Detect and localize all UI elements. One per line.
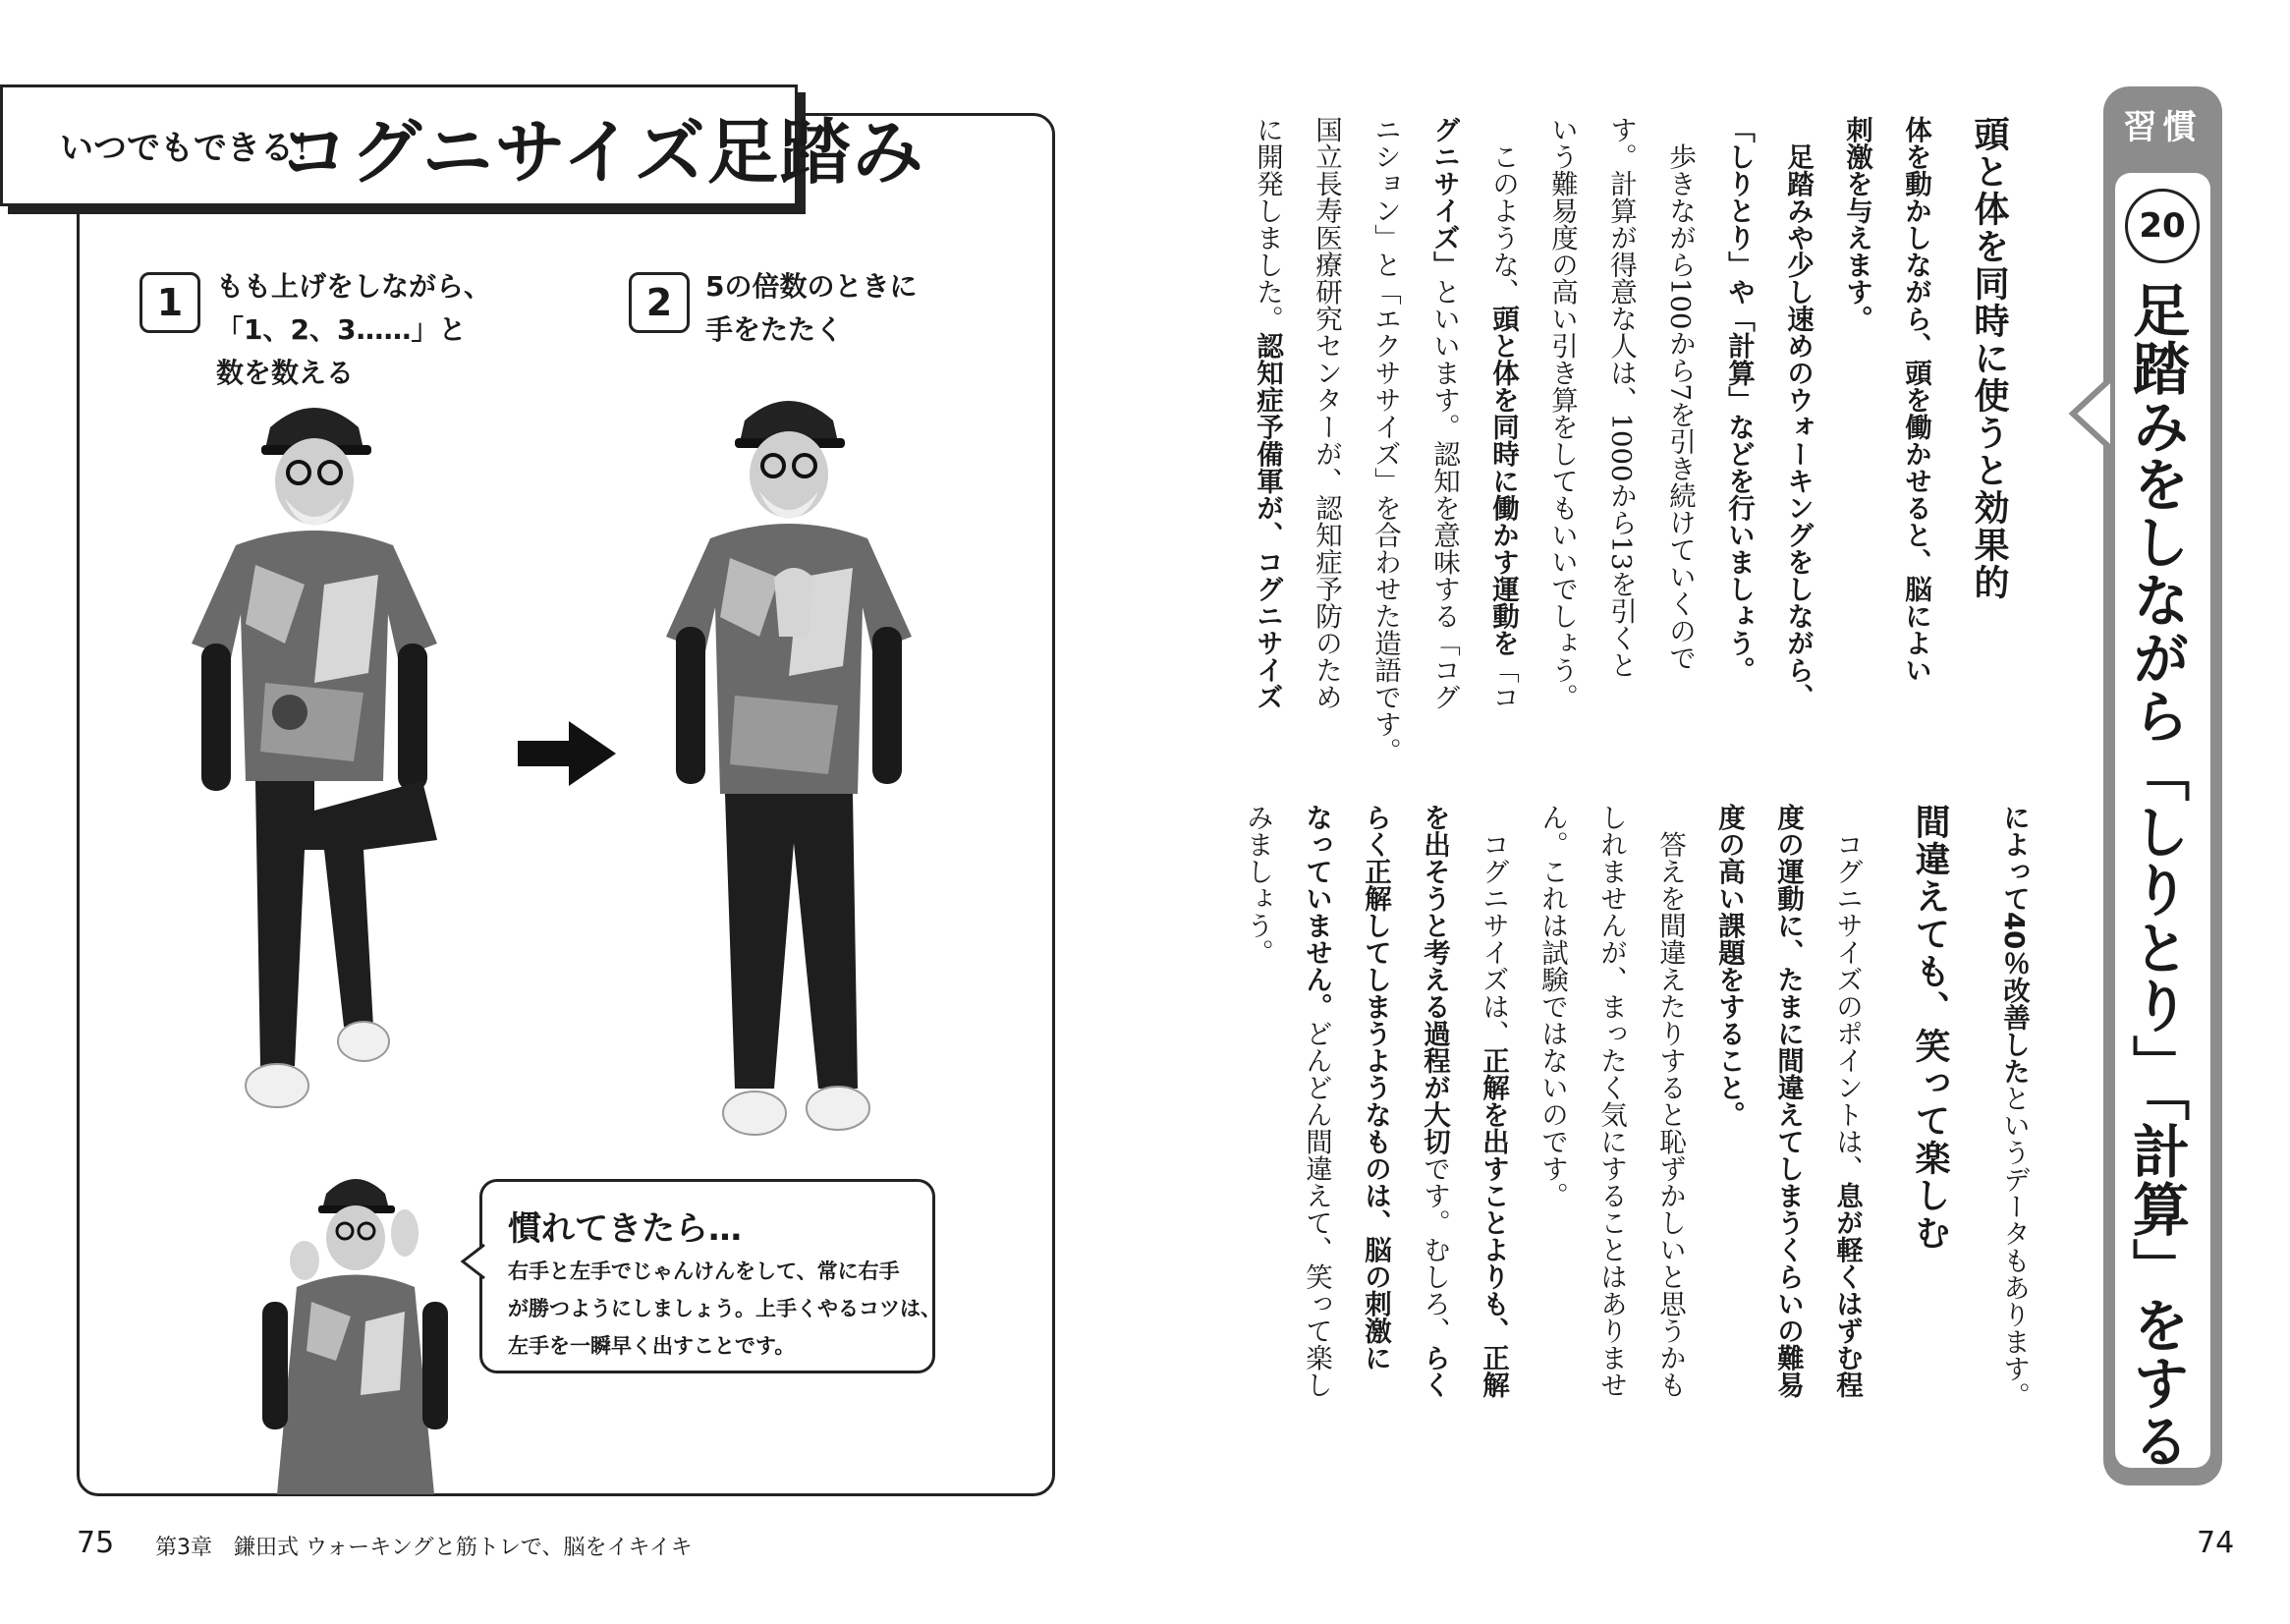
left-page-number: 75 <box>77 1526 115 1560</box>
bold-run: 体を動かしながら、頭を働かせると、脳によい <box>1900 116 1931 684</box>
text-column <box>1297 116 1356 784</box>
text-column <box>1768 116 1827 784</box>
bold-run: 息が軽くはずむ程 <box>1831 1182 1863 1398</box>
text-column <box>1709 116 1768 784</box>
text-column <box>1474 116 1533 784</box>
text-run: ん。これは試験ではないのです。 <box>1536 804 1568 1209</box>
bold-run: らく <box>1419 1344 1450 1398</box>
bubble-line: が勝つようにしましょう。上手くやるコツは、 <box>508 1297 941 1320</box>
text-run: 歩きながら100から7を引き続けていくので <box>1664 116 1696 671</box>
habit-number: 20 <box>2125 189 2200 263</box>
habit-tab-inner <box>2115 173 2210 1468</box>
bubble-text <box>508 1253 941 1365</box>
step-1-line: もも上げをしながら、 <box>216 270 492 303</box>
bubble-line: 左手を一瞬早く出すことです。 <box>508 1334 796 1358</box>
habit-heading: 足踏みをしながら「しりとり」「計算」をする <box>2123 281 2190 1470</box>
title-small: いつでもできる！ <box>60 129 327 168</box>
bold-run: 頭と体を同時に働かす運動を <box>1487 305 1519 656</box>
text-column <box>1533 116 1592 784</box>
text-column <box>1592 116 1650 784</box>
bold-run: 刺激を与えます。 <box>1841 116 1872 332</box>
text-column <box>1346 804 1405 1472</box>
text-column <box>1650 116 1709 784</box>
text-column <box>1523 804 1582 1472</box>
bold-run: 度の高い課題をすること。 <box>1713 804 1745 1128</box>
section-title-box <box>0 84 925 206</box>
bold-run: によって40％改善した <box>1998 804 2030 1085</box>
step-2-line: 5の倍数のときに <box>705 270 918 303</box>
text-column <box>1238 116 1297 784</box>
step-2-line: 手をたたく <box>705 313 844 346</box>
chapter-footer: 第3章 鎌田式 ウォーキングと筋トレで、脳をイキイキ <box>155 1536 693 1560</box>
tab-pointer-icon <box>2071 379 2110 448</box>
person-clapping-photo <box>637 381 931 1157</box>
text-run: 国立長寿医療研究センターが、認知症予防のため <box>1311 116 1342 710</box>
text-run: です。むしろ、 <box>1419 1154 1450 1344</box>
text-run: どんどん間違えて、笑って楽し <box>1301 1020 1332 1398</box>
bubble-line: 右手と左手でじゃんけんをして、常に右手 <box>508 1260 900 1283</box>
section2-subhead: 間違えても、笑って楽しむ <box>1910 804 1950 1252</box>
bold-run: なっていません。 <box>1301 804 1332 1020</box>
step-2-number: 2 <box>629 272 690 333</box>
bubble-tail-icon <box>461 1245 484 1278</box>
habit-tab <box>2103 86 2222 1485</box>
step-1-number: 1 <box>140 272 200 333</box>
bubble-title: 慣れてきたら… <box>508 1209 742 1249</box>
habit-tab-label: 習慣 <box>2123 108 2203 147</box>
text-column <box>1827 116 1886 784</box>
text-column <box>1886 116 1945 784</box>
text-column <box>1817 804 1876 1472</box>
text-run: コグニサイズは、 <box>1478 804 1509 1047</box>
bold-run: らく正解してしまうようなものは、脳の刺激に <box>1360 804 1391 1372</box>
person-high-knee-photo <box>167 388 462 1154</box>
text-run: 「コ <box>1487 656 1519 710</box>
step-1-text <box>216 265 491 395</box>
person-janken-photo <box>257 1164 454 1494</box>
text-column <box>1582 804 1641 1472</box>
bold-run: 正解を出すことよりも、正解 <box>1478 1046 1509 1398</box>
step-2-text <box>705 265 917 352</box>
right-page-number: 74 <box>2197 1526 2235 1560</box>
text-run: す。計算が得意な人は、1000から13を引くと <box>1605 116 1637 679</box>
bold-run: 度の運動に、たまに間違えてしまうくらいの難易 <box>1772 804 1804 1398</box>
section2-body <box>1242 804 1876 1472</box>
text-column <box>1287 804 1346 1472</box>
text-run: みましょう。 <box>1242 804 1273 966</box>
section1-body <box>1252 116 1945 784</box>
step-1-line: 「1、2、3……」と <box>216 313 467 346</box>
bold-run: 認知症予備軍が、コグニサイズ <box>1252 332 1283 710</box>
section1-tail <box>1984 804 2043 1432</box>
text-run: ニション」と「エクササイズ」を合わせた造語です。 <box>1369 116 1401 764</box>
text-run: コグニサイズのポイントは、 <box>1831 804 1863 1182</box>
tip-bubble <box>479 1179 941 1373</box>
text-column <box>1464 804 1523 1472</box>
text-run: というデータもあります。 <box>1998 1084 2030 1409</box>
arrow-right-icon <box>518 721 616 786</box>
text-column <box>1228 804 1287 1472</box>
text-column <box>1700 804 1759 1472</box>
text-run: しれませんが、まったく気にすることはありませ <box>1595 804 1627 1398</box>
section1-subhead: 頭と体を同時に使うと効果的 <box>1969 116 2009 601</box>
text-run: 答えを間違えたりすると恥ずかしいと思うかも <box>1654 804 1686 1398</box>
text-run: といいます。認知を意味する「コグ <box>1428 278 1460 710</box>
step-1-line: 数を数える <box>216 357 355 389</box>
text-column <box>1415 116 1474 784</box>
bold-run: を出そうと考える過程が大切 <box>1419 804 1450 1155</box>
bold-run: 足踏みや少し速めのウォーキングをしながら、 <box>1782 116 1814 710</box>
text-run: いう難易度の高い引き算をしてもいいでしょう。 <box>1546 116 1578 710</box>
bold-run: 「しりとり」や「計算」などを行いましょう。 <box>1723 116 1755 684</box>
text-run: このような、 <box>1487 116 1519 306</box>
title-big: コグニサイズ足踏み <box>278 111 925 194</box>
bold-run: グニサイズ」 <box>1428 116 1460 278</box>
text-run: に開発しました。 <box>1252 116 1283 332</box>
text-column <box>1405 804 1464 1472</box>
text-column <box>1356 116 1415 784</box>
text-column <box>1759 804 1817 1472</box>
text-column <box>1641 804 1700 1472</box>
text-column <box>1984 804 2043 1432</box>
